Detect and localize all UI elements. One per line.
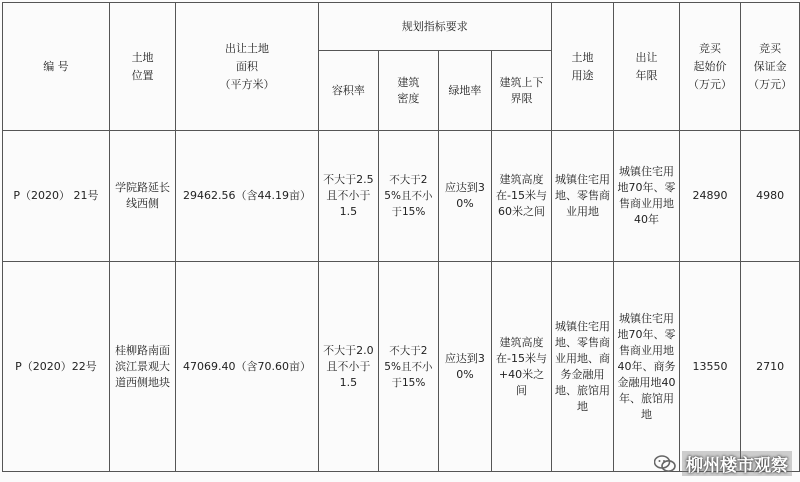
watermark [654, 451, 792, 476]
table-row [3, 131, 800, 262]
cell-area: 29462.56（含44.19亩） [176, 131, 318, 262]
cell-id: P（2020）22号 [3, 262, 110, 472]
cell-deposit: 2710 [741, 262, 800, 472]
header-area: 出让土地 面积 （平方米） [176, 3, 318, 131]
header-density: 建筑 密度 [379, 51, 439, 131]
cell-use: 城镇住宅用地、零售商业用地 [551, 131, 614, 262]
header-term: 出让 年限 [614, 3, 680, 131]
cell-deposit: 4980 [741, 131, 800, 262]
header-start-price: 竞买 起始价 （万元） [679, 3, 741, 131]
cell-far: 不大于2.5且不小于1.5 [318, 131, 378, 262]
cell-area: 47069.40（含70.60亩） [176, 262, 318, 472]
cell-use: 城镇住宅用地、零售商业用地、商务金融用地、旅馆用地 [551, 262, 614, 472]
cell-location: 学院路延长线西侧 [109, 131, 175, 262]
header-green: 绿地率 [438, 51, 492, 131]
cell-green: 应达到30% [438, 262, 492, 472]
wechat-icon [654, 455, 676, 473]
header-height: 建筑上下 界限 [492, 51, 551, 131]
cell-term: 城镇住宅用地70年、零售商业用地40年 [614, 131, 680, 262]
table-row [3, 262, 800, 472]
land-auction-table [2, 2, 800, 472]
header-far: 容积率 [318, 51, 378, 131]
cell-far: 不大于2.0且不小于1.5 [318, 262, 378, 472]
cell-start-price: 13550 [679, 262, 741, 472]
cell-start-price: 24890 [679, 131, 741, 262]
cell-location: 桂柳路南面滨江景观大道西侧地块 [109, 262, 175, 472]
cell-density: 不大于25%且不小于15% [379, 262, 439, 472]
cell-id: P（2020） 21号 [3, 131, 110, 262]
cell-density: 不大于25%且不小于15% [379, 131, 439, 262]
header-use: 土地 用途 [551, 3, 614, 131]
cell-green: 应达到30% [438, 131, 492, 262]
watermark-text: 柳州楼市观察 [682, 451, 792, 476]
header-location: 土地 位置 [109, 3, 175, 131]
cell-height: 建筑高度在-15米与60米之间 [492, 131, 551, 262]
cell-height: 建筑高度在-15米与+40米之间 [492, 262, 551, 472]
header-id: 编 号 [3, 3, 110, 131]
header-planning: 规划指标要求 [318, 3, 551, 51]
cell-term: 城镇住宅用地70年、零售商业用地40年、商务金融用地40年、旅馆用地 [614, 262, 680, 472]
header-deposit: 竞买 保证金 （万元） [741, 3, 800, 131]
